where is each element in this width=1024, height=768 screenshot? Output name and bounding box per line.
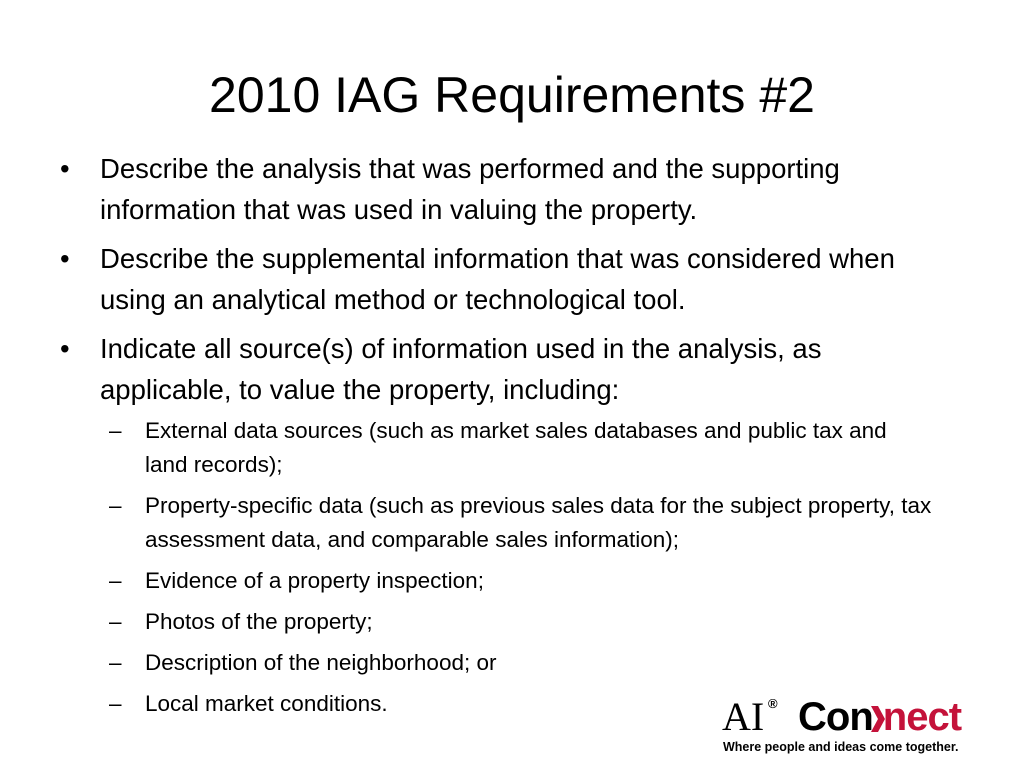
dash-marker: – (109, 493, 122, 518)
logo-ai-text: AI (722, 694, 765, 739)
sub-bullet-text: Photos of the property; (145, 609, 373, 634)
sub-bullet-item (109, 489, 935, 557)
slide-title: 2010 IAG Requirements #2 (209, 67, 815, 123)
sub-bullet-item (109, 564, 935, 598)
dash-marker: – (109, 650, 122, 675)
bullet-text: Indicate all source(s) of information used in the analysis, as applicable, to value the property, including: (100, 333, 822, 405)
sub-bullet-item (109, 414, 935, 482)
sub-bullet-list (58, 414, 958, 721)
dash-marker: – (109, 568, 122, 593)
bullet-text: Describe the analysis that was performed and the supporting information that was used in valuing the property. (100, 153, 840, 225)
dash-marker: – (109, 418, 122, 443)
logo-tagline: Where people and ideas come together. (723, 740, 959, 754)
sub-bullet-item (109, 605, 935, 639)
sub-bullet-text: Property-specific data (such as previous sales data for the subject property, tax assessment data, and comparable sales information); (145, 493, 932, 552)
bullet-item (58, 238, 958, 320)
logo-wordmark-dark: Con (798, 695, 873, 739)
ai-connect-logo (722, 694, 984, 760)
bullet-marker: • (60, 243, 70, 274)
sub-bullet-text: Description of the neighborhood; or (145, 650, 497, 675)
bullet-item (58, 148, 958, 230)
bullet-marker: • (60, 333, 70, 364)
bullet-marker: • (60, 153, 70, 184)
bullet-text: Describe the supplemental information that was considered when using an analytical method or technological tool. (100, 243, 895, 315)
logo-wordmark-accent: nect (882, 695, 962, 739)
dash-marker: – (109, 691, 122, 716)
slide-body (58, 148, 958, 728)
sub-bullet-text: External data sources (such as market sales databases and public tax and land records); (145, 418, 887, 477)
dash-marker: – (109, 609, 122, 634)
sub-bullet-text: Evidence of a property inspection; (145, 568, 484, 593)
sub-bullet-text: Local market conditions. (145, 691, 388, 716)
logo-wordmark (798, 694, 961, 740)
bullet-item (58, 328, 958, 410)
sub-bullet-item (109, 646, 935, 680)
registered-mark: ® (768, 696, 778, 711)
